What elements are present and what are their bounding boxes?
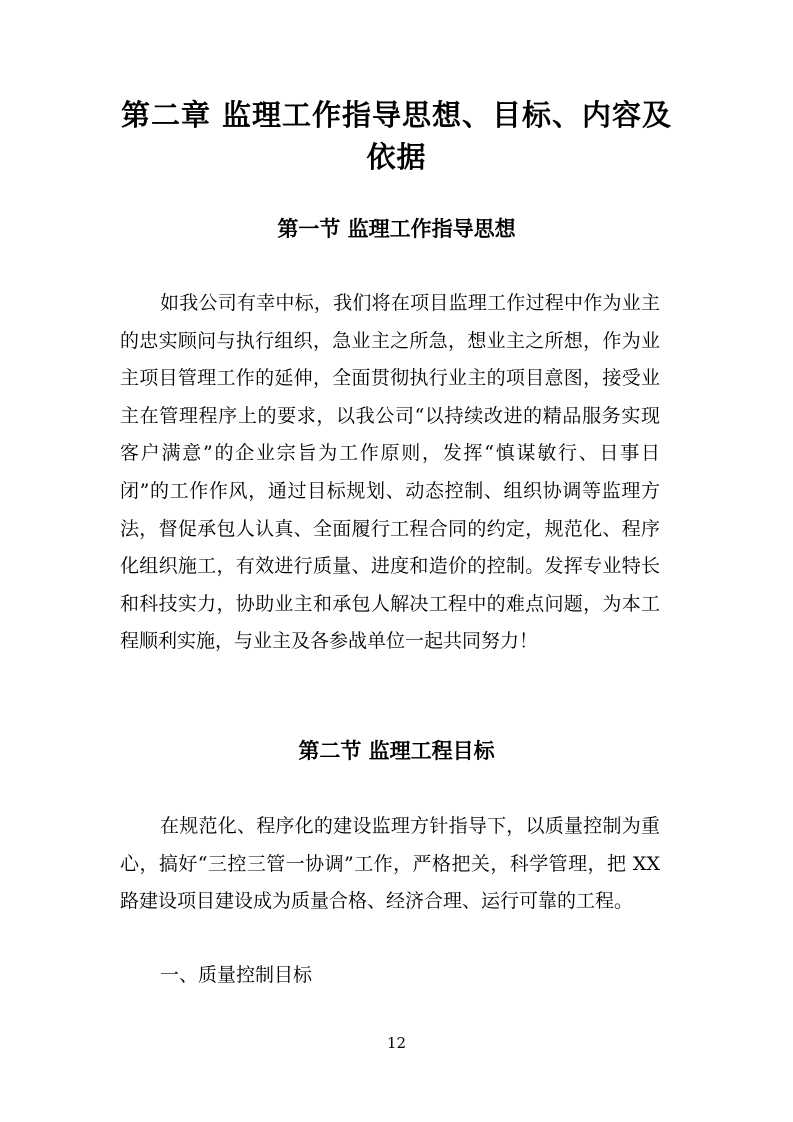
chapter-title: [100, 94, 693, 178]
chapter-title-line-1: 第二章 监理工作指导思想、目标、内容及: [120, 98, 673, 132]
page-number: 12: [386, 1034, 407, 1052]
section-1-paragraph: 如我公司有幸中标，我们将在项目监理工作过程中作为业主的忠实顾问与执行组织，急业主之所急，想业主之所想，作为业主项目管理工作的延伸，全面贯彻执行业主的项目意图，接受业主在管理程序上的要求，以我公司“以持续改进的精品服务实现客户满意”的企业宗旨为工作原则，发挥“慎谋敏行、日事日闭”的工作作风，通过目标规划、动态控制、组织协调等监理方法，督促承包人认真、全面履行工程合同的约定，规范化、程序化组织施工，有效进行质量、进度和造价的控制。发挥专业特长和科技实力，协助业主和承包人解决工程中的难点问题，为本工程顺利实施，与业主及各参战单位一起共同努力！: [120, 292, 660, 653]
chapter-title-line-2: 依据: [366, 140, 427, 174]
section-title-1: 第一节 监理工作指导思想: [277, 217, 516, 241]
section-title-2: 第二节 监理工程目标: [298, 739, 495, 763]
section-2-paragraph: 在规范化、程序化的建设监理方针指导下，以质量控制为重心，搞好“三控三管一协调”工作，严格把关，科学管理，把 XX 路建设项目建设成为质量合格、经济合理、运行可靠的工程。: [120, 815, 660, 913]
subsection-heading-quality-control: 一、质量控制目标: [160, 964, 313, 986]
